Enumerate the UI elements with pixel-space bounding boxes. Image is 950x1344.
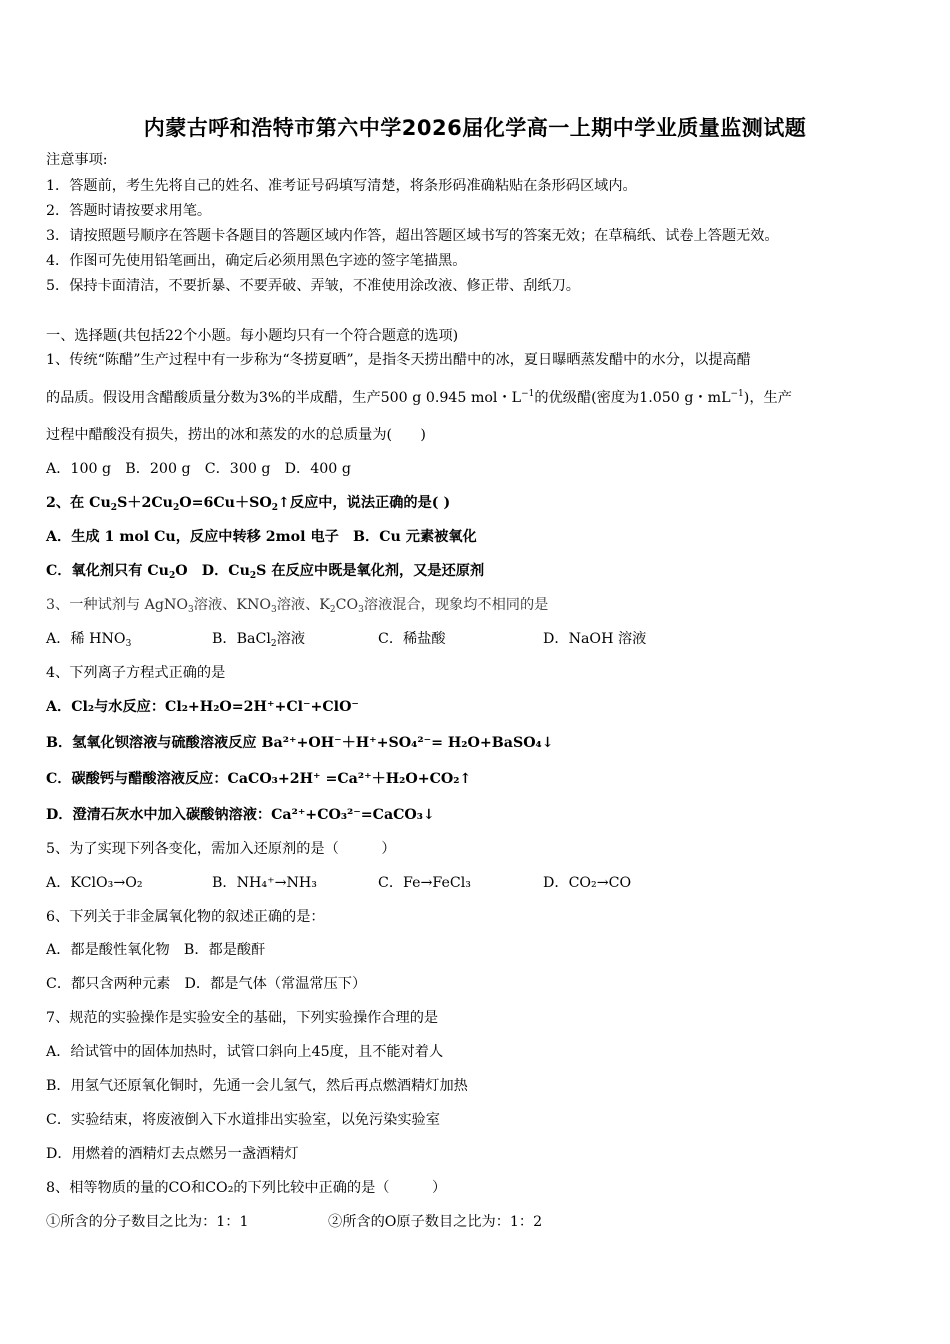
q8-item-1: ①所含的分子数目之比为：1：1: [46, 1214, 249, 1230]
q4-option-b: B．氢氧化钡溶液与硫酸溶液反应 Ba²⁺+OH⁻＋H⁺+SO₄²⁻= H₂O+BaSO₄↓: [46, 735, 554, 751]
q3-option-a: A．稀 $HNO_3$: [46, 631, 132, 649]
q4-option-d: D．澄清石灰水中加入碳酸钠溶液：Ca²⁺+CO₃²⁻=CaCO₃↓: [46, 807, 435, 823]
q3-option-c: C．稀盐酸: [378, 631, 446, 647]
q1-options: A．100 g B．200 g C．300 g D．400 g: [46, 461, 351, 477]
q7-option-b: B．用氢气还原氧化铜时，先通一会儿氢气，然后再点燃酒精灯加热: [46, 1078, 468, 1094]
q8-item-2: ②所含的O原子数目之比为：1：2: [328, 1214, 543, 1230]
q4-option-c: C．碳酸钙与醋酸溶液反应：CaCO₃+2H⁺ =Ca²⁺＋H₂O+CO₂↑: [46, 771, 472, 787]
q7-stem: 7、规范的实验操作是实验安全的基础，下列实验操作合理的是: [46, 1010, 439, 1026]
q5-option-a: A．KClO₃→O₂: [46, 875, 143, 891]
q4-option-a: A．Cl₂与水反应：Cl₂+H₂O=2H⁺+Cl⁻+ClO⁻: [46, 699, 359, 715]
notice-item-3: 3．请按照题号顺序在答题卡各题目的答题区域内作答，超出答题区域书写的答案无效；在草稿纸、试卷上答题无效。: [46, 228, 779, 244]
notice-item-2: 2．答题时请按要求用笔。: [46, 203, 212, 219]
notice-item-5: 5．保持卡面清洁，不要折暴、不要弄破、弄皱，不准使用涂改液、修正带、刮纸刀。: [46, 278, 580, 294]
q4-stem: 4、下列离子方程式正确的是: [46, 665, 226, 681]
q3-option-b: B．BaCl$_2$溶液: [212, 631, 306, 649]
q5-option-d: D．CO₂→CO: [543, 875, 632, 891]
q3-option-d: D．NaOH 溶液: [543, 631, 647, 647]
q7-option-c: C．实验结束，将废液倒入下水道排出实验室，以免污染实验室: [46, 1112, 440, 1128]
section-heading: 一、选择题(共包括22个小题。每小题均只有一个符合题意的选项): [46, 328, 459, 344]
q1-stem-line1: 1、传统“陈醋”生产过程中有一步称为“冬捞夏晒”，是指冬天捞出醋中的冰，夏日曝晒蒸发醋中的水分，以提高醋: [46, 352, 751, 368]
q1-stem-line2: 的品质。假设用含醋酸质量分数为3%的半成醋，生产500 g 0.945 mol・$L^{-1}$的优级醋(密度为1.050 g・$mL^{-1}$)，生产: [46, 389, 792, 406]
q2-stem: 2、在 $Cu_2S+2Cu_2O=6Cu+SO_2↑$反应中，说法正确的是( ): [46, 495, 451, 513]
q5-option-b: B．NH₄⁺→NH₃: [212, 875, 317, 891]
q7-option-a: A．给试管中的固体加热时，试管口斜向上45度，且不能对着人: [46, 1044, 444, 1060]
q3-stem: 3、一种试剂与 AgNO$_3$溶液、$KNO_3$溶液、$K_2CO_3$溶液混合，现象均不相同的是: [46, 597, 549, 615]
q2-options-cd: C．氧化剂只有 $Cu_2O$ D．$Cu_2S$ 在反应中既是氧化剂，又是还原剂: [46, 563, 485, 581]
q2-options-ab: A．生成 1 mol Cu，反应中转移 2mol 电子 B．Cu 元素被氧化: [46, 529, 477, 545]
q5-option-c: C．Fe→FeCl₃: [378, 875, 471, 891]
q6-options-cd: C．都只含两种元素 D．都是气体（常温常压下）: [46, 976, 367, 992]
notice-item-1: 1．答题前，考生先将自己的姓名、准考证号码填写清楚，将条形码准确粘贴在条形码区域内。: [46, 178, 637, 194]
notice-heading: 注意事项:: [46, 152, 108, 168]
q8-stem: 8、相等物质的量的CO和CO₂的下列比较中正确的是（ ）: [46, 1180, 447, 1196]
page-title: 内蒙古呼和浩特市第六中学2026届化学高一上期中学业质量监测试题: [143, 116, 807, 140]
notice-item-4: 4．作图可先使用铅笔画出，确定后必须用黑色字迹的签字笔描黑。: [46, 253, 467, 269]
q6-stem: 6、下列关于非金属氧化物的叙述正确的是：: [46, 909, 325, 925]
q5-stem: 5、为了实现下列各变化，需加入还原剂的是（ ）: [46, 841, 396, 857]
q1-stem-line3: 过程中醋酸没有损失，捞出的冰和蒸发的水的总质量为( ): [46, 427, 426, 443]
q6-options-ab: A．都是酸性氧化物 B．都是酸酐: [46, 942, 266, 958]
q7-option-d: D．用燃着的酒精灯去点燃另一盏酒精灯: [46, 1146, 299, 1162]
